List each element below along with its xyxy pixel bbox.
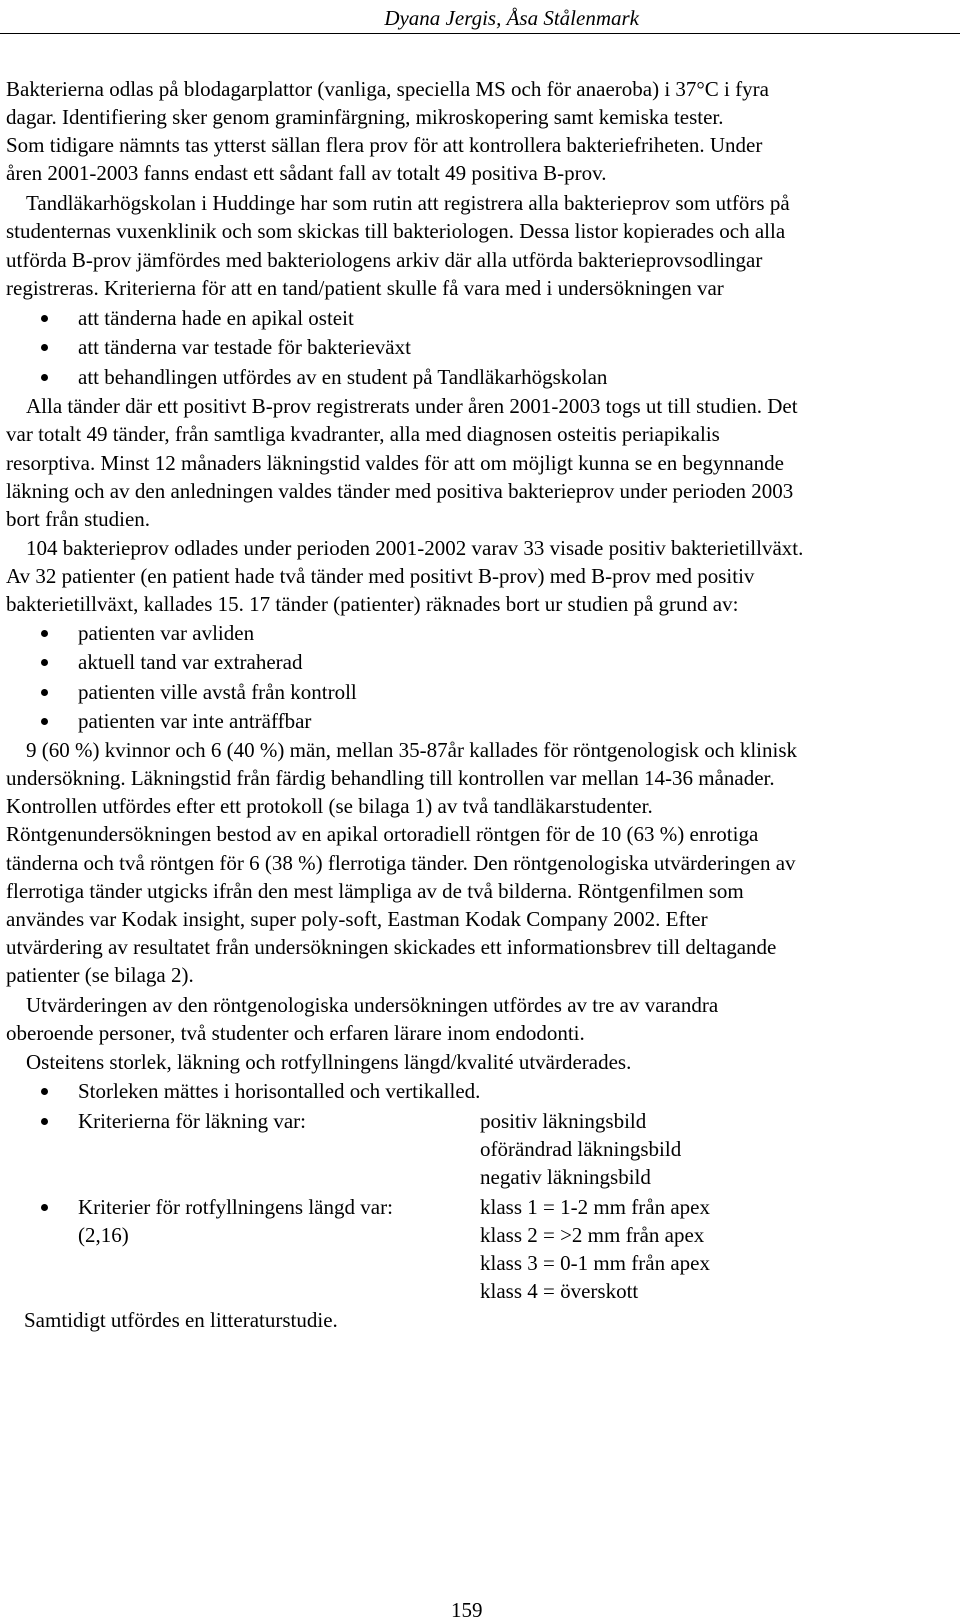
text-line: Som tidigare nämnts tas ytterst sällan flera prov för att kontrollera bakteriefriheten. Under [6, 133, 763, 157]
text-line: flerrotiga tänder utgicks ifrån den mest lämpliga av de två bilderna. Röntgenfilmen som [6, 879, 744, 903]
list-item-text: patienten var avliden [78, 621, 255, 645]
text-line: registreras. Kriterierna för att en tand/patient skulle få vara med i undersökningen var [6, 276, 724, 300]
criteria-value: klass 3 = 0-1 mm från apex [480, 1251, 710, 1275]
criteria-value: negativ läkningsbild [480, 1165, 651, 1189]
text-line: tänderna och två röntgen för 6 (38 %) flerrotiga tänder. Den röntgenologiska utvärderingen av [6, 851, 796, 875]
closing-text: Samtidigt utfördes en litteraturstudie. [24, 1308, 338, 1332]
bullet-icon [41, 718, 48, 725]
text-line: Utvärderingen av den röntgenologiska undersökningen utfördes av tre av varandra [26, 993, 719, 1017]
text-line: var totalt 49 tänder, från samtliga kvadranter, alla med diagnosen osteitis periapikalis [6, 422, 720, 446]
list-item-text: att tänderna hade en apikal osteit [78, 306, 354, 330]
text-line: läkning och av den anledningen valdes tänder med positiva bakterieprov under perioden 2003 [6, 479, 794, 503]
text-line: bakterietillväxt, kallades 15. 17 tänder (patienter) räknades bort ur studien på grund av: [6, 592, 739, 616]
bullet-icon [41, 689, 48, 696]
reference-text: (2,16) [78, 1223, 129, 1247]
list-item-text: patienten ville avstå från kontroll [78, 680, 357, 704]
text-line: 104 bakterieprov odlades under perioden 2001-2002 varav 33 visade positiv bakterietillväxt. [26, 536, 804, 560]
bullet-icon [41, 315, 48, 322]
criteria-value: klass 1 = 1-2 mm från apex [480, 1195, 710, 1219]
bullet-icon [41, 659, 48, 666]
text-line: resorptiva. Minst 12 månaders läkningstid valdes för att om möjligt kunna se en begynnande [6, 451, 785, 475]
text-line: Bakterierna odlas på blodagarplattor (vanliga, speciella MS och för anaeroba) i 37°C i fyra [6, 77, 769, 101]
bullet-icon [41, 630, 48, 637]
text-line: Osteitens storlek, läkning och rotfyllningens längd/kvalité utvärderades. [26, 1050, 632, 1074]
bullet-icon [41, 374, 48, 381]
header-rule [0, 33, 960, 34]
text-line: patienter (se bilaga 2). [6, 963, 194, 987]
list-item-text: att tänderna var testade för bakterieväxt [78, 335, 411, 359]
page-number: 159 [451, 1598, 483, 1622]
text-line: användes var Kodak insight, super poly-soft, Eastman Kodak Company 2002. Efter [6, 907, 708, 931]
list-item-text: patienten var inte anträffbar [78, 709, 312, 733]
text-line: dagar. Identifiering sker genom graminfärgning, mikroskopering samt kemiska tester. [6, 105, 724, 129]
criteria-value: klass 4 = överskott [480, 1279, 639, 1303]
list-item-text: Storleken mättes i horisontalled och vertikalled. [78, 1079, 481, 1103]
text-line: Alla tänder där ett positivt B-prov registrerats under åren 2001-2003 togs ut till studien. Det [26, 394, 798, 418]
text-line: oberoende personer, två studenter och erfaren lärare inom endodonti. [6, 1021, 585, 1045]
text-line: Tandläkarhögskolan i Huddinge har som rutin att registrera alla bakterieprov som utförs på [26, 191, 790, 215]
text-line: Röntgenundersökningen bestod av en apikal ortoradiell röntgen för de 10 (63 %) enrotiga [6, 822, 759, 846]
running-header: Dyana Jergis, Åsa Stålenmark [384, 6, 639, 30]
list-item-text: Kriterierna för läkning var: [78, 1109, 306, 1133]
text-line: utförda B-prov jämfördes med bakteriologens arkiv där alla utförda bakterieprovsodlingar [6, 248, 763, 272]
text-line: studenternas vuxenklinik och som skickas till bakteriologen. Dessa listor kopierades och alla [6, 219, 786, 243]
criteria-value: klass 2 = >2 mm från apex [480, 1223, 705, 1247]
bullet-icon [41, 1088, 48, 1095]
criteria-value: positiv läkningsbild [480, 1109, 647, 1133]
list-item-text: aktuell tand var extraherad [78, 650, 303, 674]
text-line: utvärdering av resultatet från undersökningen skickades ett informationsbrev till deltagande [6, 935, 777, 959]
bullet-icon [41, 1204, 48, 1211]
bullet-icon [41, 1118, 48, 1125]
text-line: Kontrollen utfördes efter ett protokoll (se bilaga 1) av två tandläkarstudenter. [6, 794, 653, 818]
text-line: åren 2001-2003 fanns endast ett sådant fall av totalt 49 positiva B-prov. [6, 161, 607, 185]
text-line: bort från studien. [6, 507, 151, 531]
text-line: Av 32 patienter (en patient hade två tänder med positivt B-prov) med B-prov med positiv [6, 564, 755, 588]
bullet-icon [41, 344, 48, 351]
text-line: undersökning. Läkningstid från färdig behandling till kontrollen var mellan 14-36 månader. [6, 766, 775, 790]
criteria-value: oförändrad läkningsbild [480, 1137, 682, 1161]
text-line: 9 (60 %) kvinnor och 6 (40 %) män, mellan 35-87år kallades för röntgenologisk och klinisk [26, 738, 797, 762]
list-item-text: att behandlingen utfördes av en student på Tandläkarhögskolan [78, 365, 608, 389]
list-item-text: Kriterier för rotfyllningens längd var: [78, 1195, 393, 1219]
